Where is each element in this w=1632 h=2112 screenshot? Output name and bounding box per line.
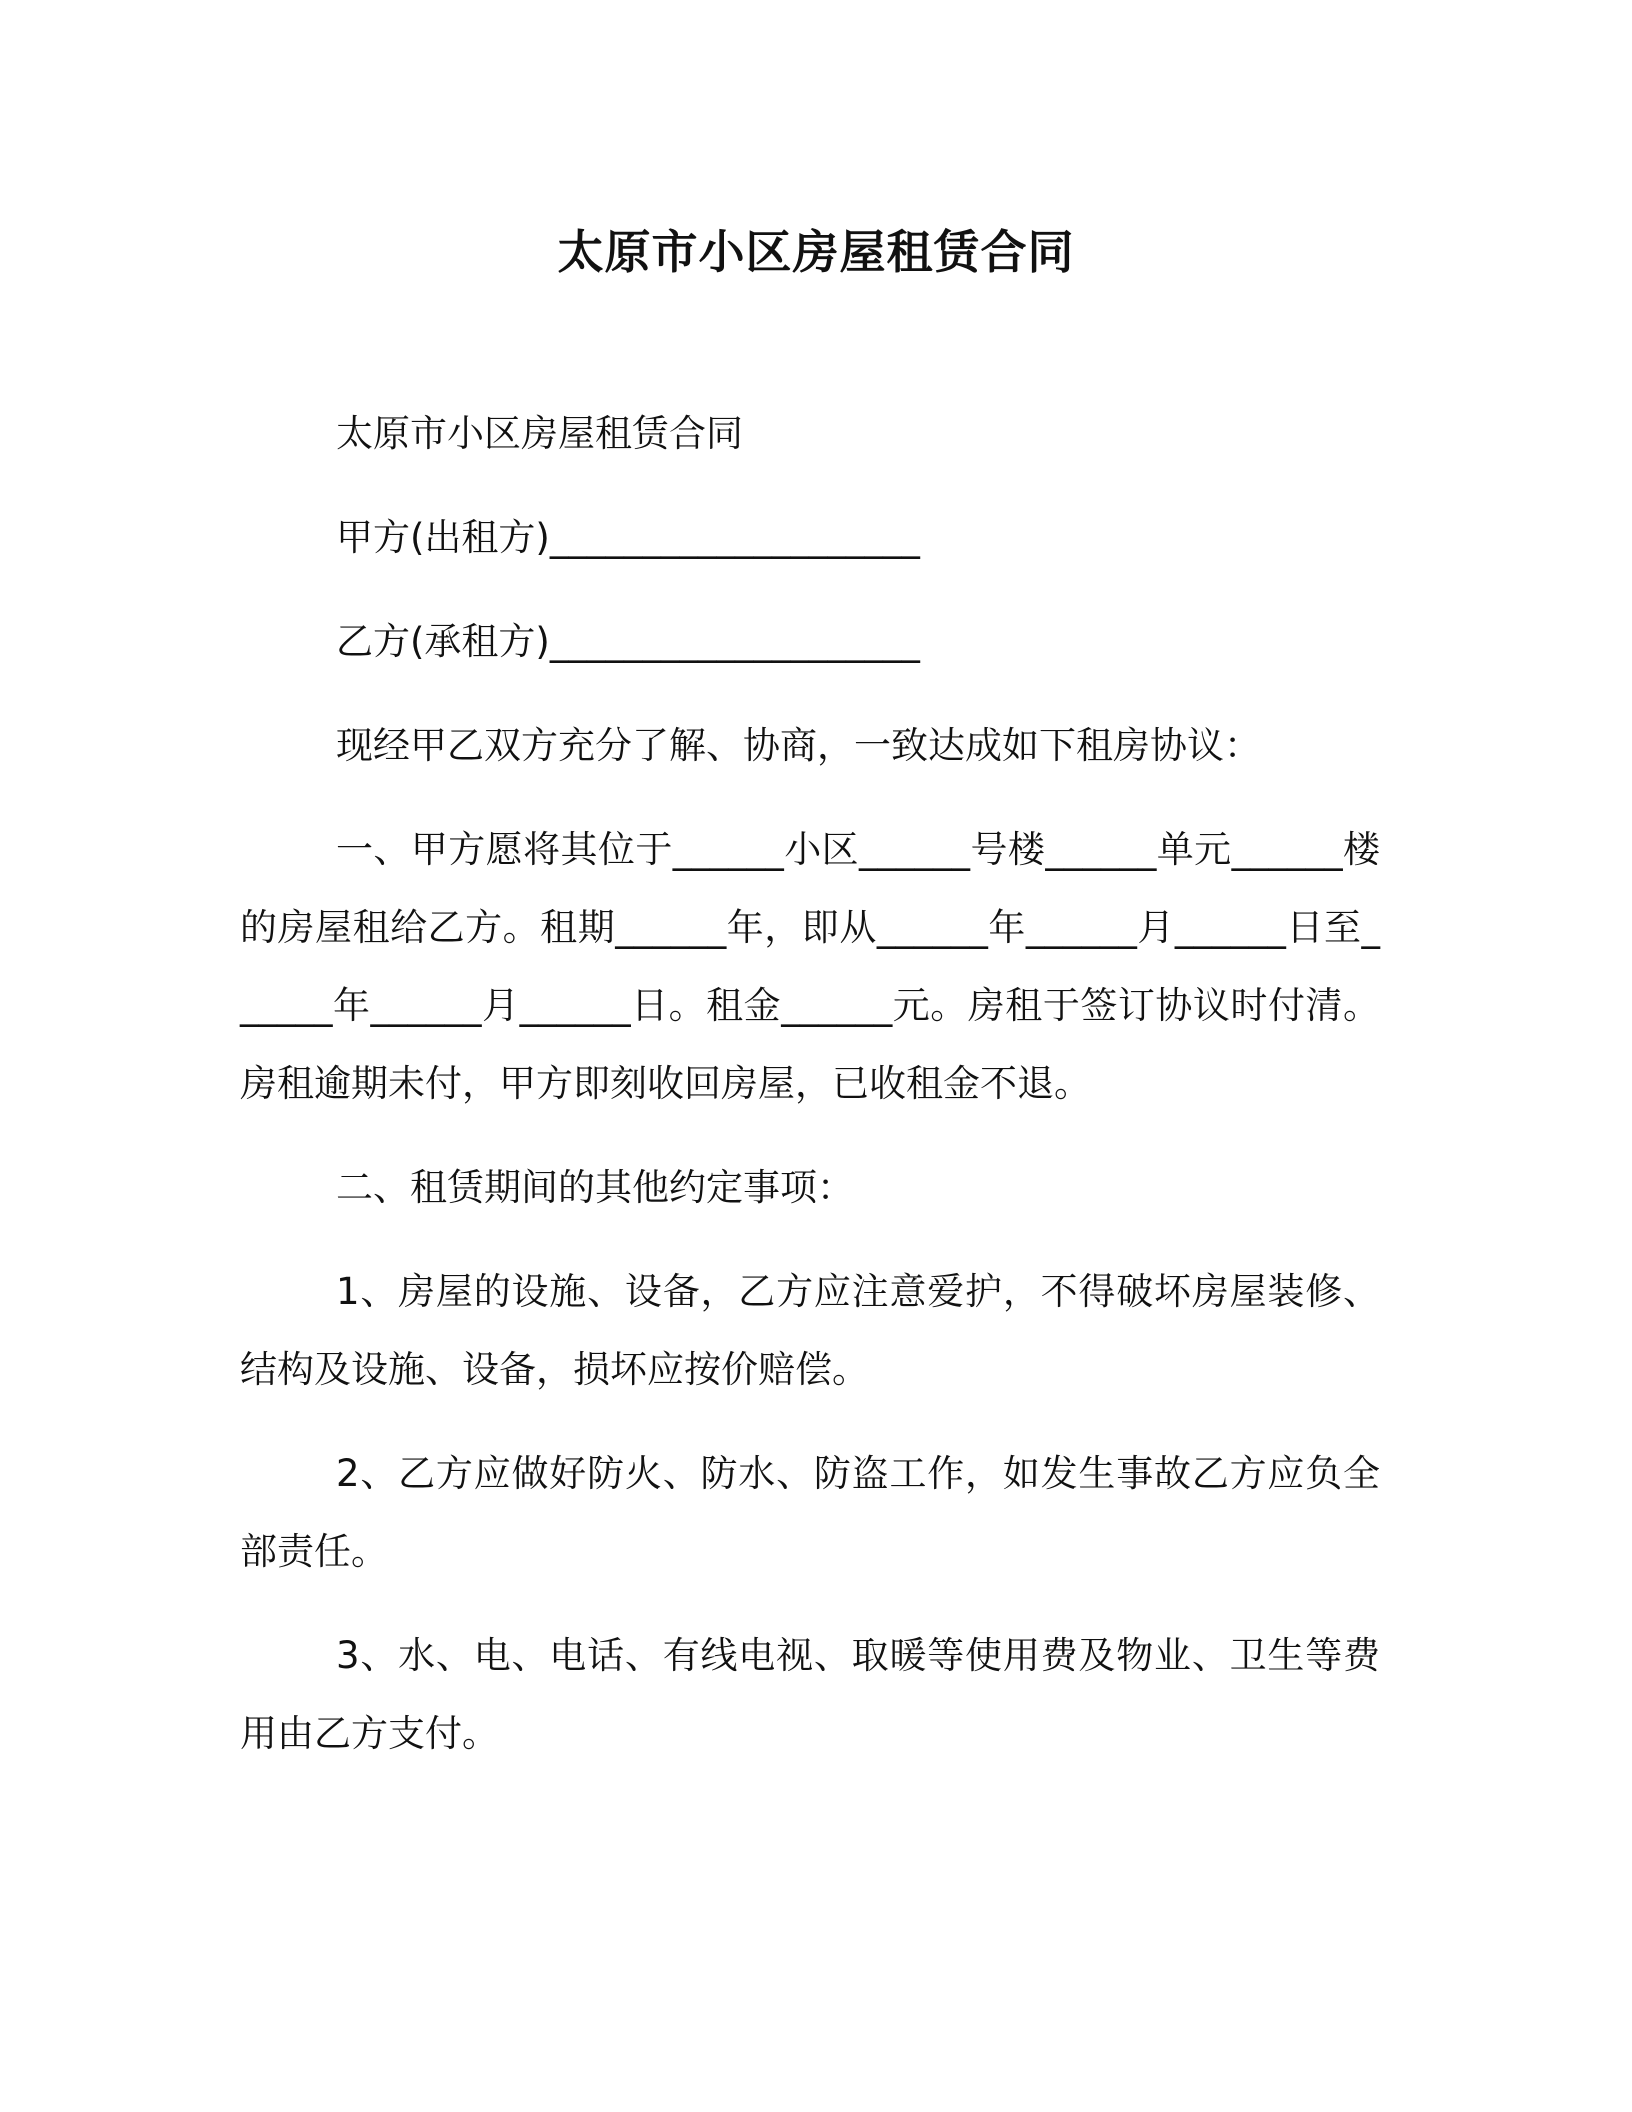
clause-2-item-1: 1、房屋的设施、设备，乙方应注意爱护，不得破坏房屋装修、结构及设施、设备，损坏应按价赔偿。 [240,1270,1380,1391]
document-body [240,395,1380,1799]
clause-1: 一、甲方愿将其位于______小区______号楼______单元______楼的房屋租给乙方。租期______年，即从______年______月______日至______年______月______日。租金______元。房租于签订协议时付清。房租逾期未付，甲方即刻收回房屋，已收租金不退。 [240,828,1380,1105]
agreement-intro: 现经甲乙双方充分了解、协商，一致达成如下租房协议： [336,724,1261,767]
document-title: 太原市小区房屋租赁合同 [557,225,1075,279]
contract-heading: 太原市小区房屋租赁合同 [336,412,743,455]
party-b-line: 乙方(承租方)____________________ [336,620,920,663]
clause-2-heading: 二、租赁期间的其他约定事项： [336,1166,854,1209]
clause-2-item-2: 2、乙方应做好防火、防水、防盗工作，如发生事故乙方应负全部责任。 [240,1452,1380,1573]
party-a-line: 甲方(出租方)____________________ [336,516,920,559]
clause-2-item-3: 3、水、电、电话、有线电视、取暖等使用费及物业、卫生等费用由乙方支付。 [240,1634,1380,1755]
